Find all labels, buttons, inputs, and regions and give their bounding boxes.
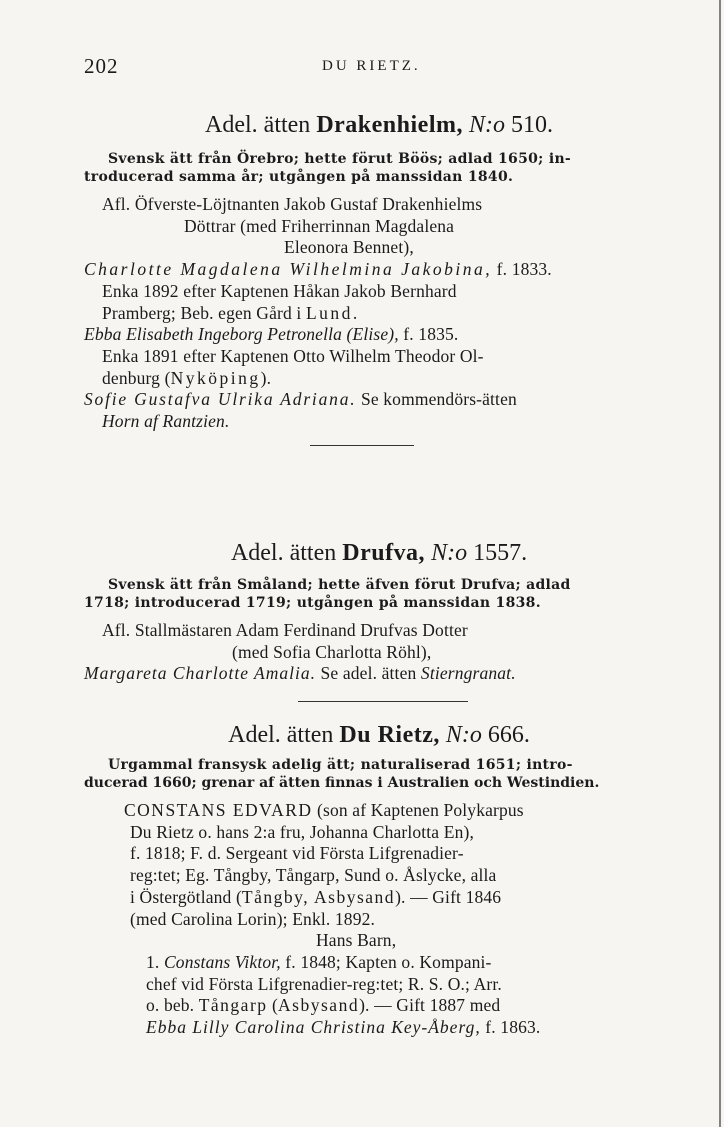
intro-line: Svensk ätt från Småland; hette äfven förut Drufva; adlad bbox=[108, 577, 571, 593]
section-drakenhielm bbox=[84, 108, 674, 446]
person-name: Constans Viktor, bbox=[163, 951, 281, 972]
entry-line: denburg (Nyköping). bbox=[102, 367, 272, 388]
children-heading: Hans Barn, bbox=[316, 930, 397, 951]
entry-line: i Östergötland (Tångby, Asbysand). — Gift 1846 bbox=[130, 886, 502, 907]
entry-line: (med Carolina Lorin); Enkl. 1892. bbox=[130, 908, 376, 929]
section-heading: Adel. ätten Drakenhielm, N:o 510. bbox=[205, 112, 553, 138]
page-edge-rule bbox=[719, 0, 721, 1127]
person-entry: Charlotte Magdalena Wilhelmina Jakobina, f. 1833. bbox=[84, 259, 552, 280]
section-divider bbox=[310, 445, 414, 446]
descent-line: Afl. Öfverste-Löjtnanten Jakob Gustaf Drakenhielms bbox=[102, 194, 483, 214]
section-drufva bbox=[84, 536, 674, 702]
descent-line: Döttrar (med Friherrinnan Magdalena bbox=[184, 215, 455, 236]
entry-line: f. 1818; F. d. Sergeant vid Första Lifgrenadier- bbox=[130, 843, 464, 864]
entry-line: Ebba Lilly Carolina Christina Key-Åberg, f. 1863. bbox=[146, 1017, 541, 1038]
section-heading: Adel. ätten Du Rietz, N:o 666. bbox=[228, 722, 530, 748]
intro-line: 1718; introducerad 1719; utgången på manssidan 1838. bbox=[84, 595, 541, 611]
person-entry: Sofie Gustafva Ulrika Adriana. Se kommendörs-ätten bbox=[84, 389, 517, 410]
person-name: CONSTANS EDVARD bbox=[124, 800, 313, 820]
person-entry: Margareta Charlotte Amalia. Se adel. ätten Stierngranat. bbox=[84, 663, 516, 684]
entry-line: reg:tet; Eg. Tångby, Tångarp, Sund o. Åslycke, alla bbox=[130, 865, 497, 886]
section-heading: Adel. ätten Drufva, N:o 1557. bbox=[230, 540, 528, 566]
running-title: DU RIETZ. bbox=[322, 58, 421, 74]
person-entry: Ebba Elisabeth Ingeborg Petronella (Elise), f. 1835. bbox=[84, 324, 459, 345]
entry-line: o. beb. Tångarp (Asbysand). — Gift 1887 med bbox=[146, 995, 501, 1016]
entry-line: Pramberg; Beb. egen Gård i Lund. bbox=[102, 302, 358, 323]
intro-line: ducerad 1660; grenar af ätten finnas i Australien och Westindien. bbox=[84, 775, 600, 791]
descent-line: (med Sofia Charlotta Röhl), bbox=[232, 641, 432, 662]
entry-line: Du Rietz o. hans 2:a fru, Johanna Charlotta En), bbox=[130, 821, 474, 842]
section-divider bbox=[298, 701, 468, 702]
section-du-rietz bbox=[84, 718, 674, 1039]
entry-line: Horn af Rantzien. bbox=[102, 411, 230, 432]
person-name: Sofie Gustafva Ulrika Adriana. bbox=[84, 389, 357, 410]
child-entry: 1. Constans Viktor, f. 1848; Kapten o. Kompani- bbox=[146, 951, 492, 972]
person-name: Charlotte Magdalena Wilhelmina Jakobina, bbox=[84, 259, 493, 280]
page-number: 202 bbox=[84, 54, 119, 78]
intro-line: Svensk ätt från Örebro; hette förut Böös; adlad 1650; in- bbox=[108, 151, 572, 167]
person-name: Ebba Elisabeth Ingeborg Petronella (Elise), bbox=[84, 324, 399, 345]
intro-line: Urgammal fransysk adelig ätt; naturaliserad 1651; intro- bbox=[108, 757, 573, 773]
intro-line: troducerad samma år; utgången på manssidan 1840. bbox=[84, 169, 514, 185]
spouse-name: Ebba Lilly Carolina Christina Key-Åberg, bbox=[146, 1017, 481, 1038]
entry-line: chef vid Första Lifgrenadier-reg:tet; R. S. O.; Arr. bbox=[146, 973, 502, 994]
entry-line: Enka 1891 efter Kaptenen Otto Wilhelm Theodor Ol- bbox=[102, 345, 484, 366]
person-name: Margareta Charlotte Amalia. bbox=[84, 663, 316, 684]
person-entry: CONSTANS EDVARD (son af Kaptenen Polykarpus bbox=[124, 800, 524, 820]
descent-line: Afl. Stallmästaren Adam Ferdinand Drufvas Dotter bbox=[102, 620, 468, 640]
entry-line: Enka 1892 efter Kaptenen Håkan Jakob Bernhard bbox=[102, 280, 457, 301]
running-header bbox=[84, 54, 654, 84]
descent-line: Eleonora Bennet), bbox=[284, 237, 414, 258]
